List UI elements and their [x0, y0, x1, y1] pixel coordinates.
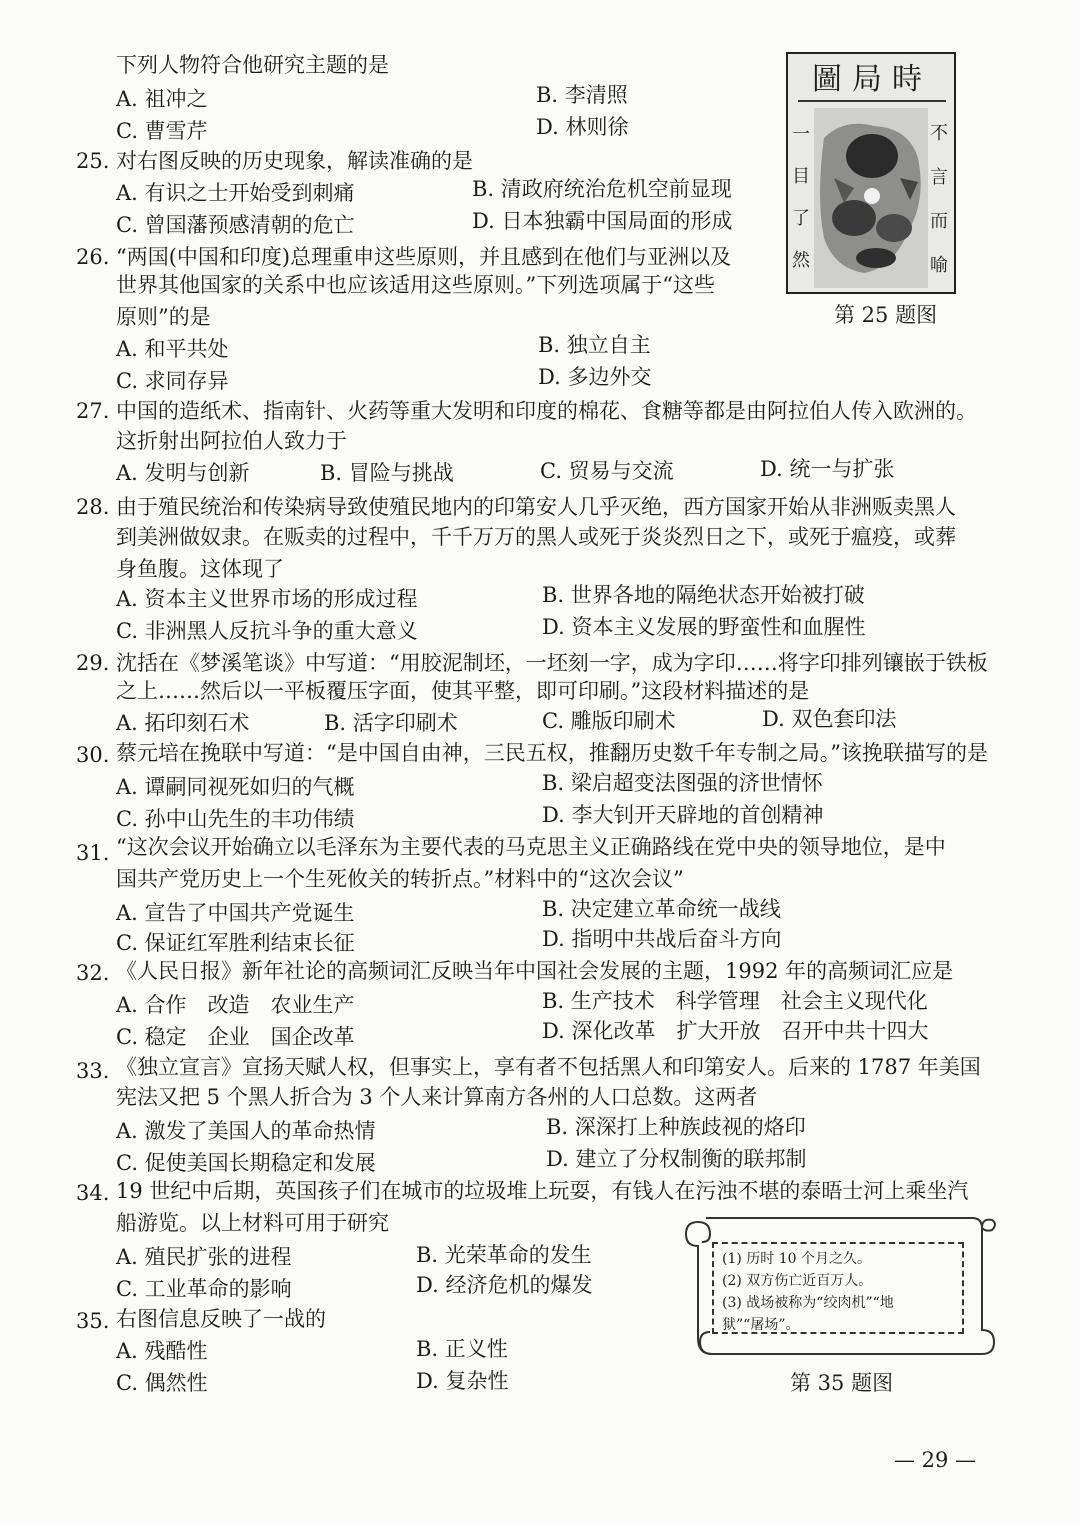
q30-option-b: B. 梁启超变法图强的济世情怀 [542, 771, 823, 795]
q32-option-a: A. 合作 改造 农业生产 [116, 993, 355, 1017]
q26-line-2: 世界其他国家的关系中也应该适用这些原则。”下列选项属于“这些 [116, 273, 715, 297]
figure-25-map-illustration [814, 108, 928, 288]
q33-number: 33. [76, 1059, 110, 1083]
q25-stem: 对右图反映的历史现象，解读准确的是 [116, 149, 473, 173]
figure-25-right-text: 不言而喻 [930, 123, 948, 276]
q30-line-1: 蔡元培在挽联中写道：“是中国自由神，三民五权，推翻历史数千年专制之局。”该挽联描写的是 [116, 741, 988, 765]
q35-line-1: 右图信息反映了一战的 [116, 1307, 326, 1331]
q33-line-1: 《独立宣言》宣扬天赋人权，但事实上，享有者不包括黑人和印第安人。后来的 1787 年美国 [116, 1055, 981, 1079]
figure-35-line-4: 狱”“屠场”。 [722, 1317, 800, 1333]
figure-25-cartoon [786, 52, 956, 294]
q30-option-a: A. 谭嗣同视死如归的气概 [116, 775, 355, 799]
q27-number: 27. [76, 399, 110, 423]
q26-option-a: A. 和平共处 [116, 337, 229, 361]
q25-option-b: B. 清政府统治危机空前显现 [472, 177, 732, 201]
figure-35-caption: 第 35 题图 [790, 1371, 894, 1395]
q32-line-1: 《人民日报》新年社论的高频词汇反映当年中国社会发展的主题，1992 年的高频词汇应是 [116, 959, 954, 983]
q31-option-d: D. 指明中共战后奋斗方向 [542, 927, 782, 951]
figure-25-caption: 第 25 题图 [834, 303, 938, 327]
q35-option-c: C. 偶然性 [116, 1371, 208, 1395]
q33-option-b: B. 深深打上种族歧视的烙印 [546, 1115, 806, 1139]
figure-35-line-3: (3) 战场被称为“绞肉机”“地 [722, 1295, 894, 1311]
q24-stem: 下列人物符合他研究主题的是 [116, 53, 389, 77]
q33-option-a: A. 激发了美国人的革命热情 [116, 1119, 376, 1143]
q34-option-b: B. 光荣革命的发生 [416, 1243, 592, 1267]
q24-option-d: D. 林则徐 [536, 115, 629, 139]
q26-option-d: D. 多边外交 [538, 365, 652, 389]
q31-number: 31. [76, 841, 110, 865]
q24-option-b: B. 李清照 [536, 83, 628, 107]
q35-number: 35. [76, 1309, 110, 1333]
q29-option-c: C. 雕版印刷术 [542, 709, 676, 733]
figure-35-scroll [676, 1208, 1000, 1368]
q26-number: 26. [76, 245, 110, 269]
q34-option-d: D. 经济危机的爆发 [416, 1273, 593, 1297]
q29-line-1: 沈括在《梦溪笔谈》中写道：“用胶泥制坯，一坯刻一字，成为字印……将字印排列镶嵌于铁板 [116, 651, 988, 675]
q31-option-a: A. 宣告了中国共产党诞生 [116, 901, 355, 925]
q31-option-b: B. 决定建立革命统一战线 [542, 897, 781, 921]
q28-line-3: 身鱼腹。这体现了 [116, 557, 284, 581]
q33-option-d: D. 建立了分权制衡的联邦制 [546, 1147, 807, 1171]
q25-option-a: A. 有识之士开始受到刺痛 [116, 181, 355, 205]
q27-option-c: C. 贸易与交流 [540, 459, 674, 483]
q34-number: 34. [76, 1181, 110, 1205]
figure-25-title: 圖局時 [798, 60, 946, 102]
q28-option-a: A. 资本主义世界市场的形成过程 [116, 587, 418, 611]
q33-option-c: C. 促使美国长期稳定和发展 [116, 1151, 376, 1175]
q24-option-a: A. 祖冲之 [116, 87, 208, 111]
q28-option-c: C. 非洲黑人反抗斗争的重大意义 [116, 619, 418, 643]
q29-option-d: D. 双色套印法 [762, 707, 897, 731]
q31-option-c: C. 保证红军胜利结束长征 [116, 931, 355, 955]
q29-option-a: A. 拓印刻石术 [116, 711, 250, 735]
q25-option-c: C. 曾国藩预感清朝的危亡 [116, 213, 355, 237]
q32-option-d: D. 深化改革 扩大开放 召开中共十四大 [542, 1019, 929, 1043]
figure-25-left-text: 一目了然 [792, 124, 810, 271]
q32-number: 32. [76, 961, 110, 985]
q28-number: 28. [76, 495, 110, 519]
q28-option-b: B. 世界各地的隔绝状态开始被打破 [542, 583, 865, 607]
q30-option-c: C. 孙中山先生的丰功伟绩 [116, 807, 355, 831]
q34-option-c: C. 工业革命的影响 [116, 1277, 292, 1301]
q25-option-d: D. 日本独霸中国局面的形成 [472, 209, 733, 233]
q35-option-a: A. 残酷性 [116, 1339, 208, 1363]
q26-line-1: “两国(中国和印度)总理重申这些原则，并且感到在他们与亚洲以及 [116, 245, 732, 269]
q35-option-b: B. 正义性 [416, 1337, 508, 1361]
q27-option-d: D. 统一与扩张 [760, 457, 895, 481]
page-number: — 29 — [894, 1448, 977, 1472]
q34-line-2: 船游览。以上材料可用于研究 [116, 1211, 389, 1235]
q32-option-c: C. 稳定 企业 国企改革 [116, 1025, 355, 1049]
q34-line-1: 19 世纪中后期，英国孩子们在城市的垃圾堆上玩耍，有钱人在污浊不堪的泰晤士河上乘坐汽 [116, 1179, 969, 1203]
q29-option-b: B. 活字印刷术 [324, 711, 458, 735]
q30-option-d: D. 李大钊开天辟地的首创精神 [542, 803, 824, 827]
q31-line-1: “这次会议开始确立以毛泽东为主要代表的马克思主义正确路线在党中央的领导地位，是中 [116, 835, 946, 859]
q26-option-c: C. 求同存异 [116, 369, 229, 393]
q29-number: 29. [76, 651, 110, 675]
q27-option-a: A. 发明与创新 [116, 461, 250, 485]
q28-line-2: 到美洲做奴隶。在贩卖的过程中，千千万万的黑人或死于炎炎烈日之下，或死于瘟疫，或葬 [116, 525, 956, 549]
q27-option-b: B. 冒险与挑战 [320, 461, 454, 485]
q28-line-1: 由于殖民统治和传染病导致使殖民地内的印第安人几乎灭绝，西方国家开始从非洲贩卖黑人 [116, 495, 956, 519]
figure-35-text-box [712, 1242, 964, 1334]
figure-35-line-2: (2) 双方伤亡近百万人。 [722, 1273, 873, 1289]
figure-35-line-1: (1) 历时 10 个月之久。 [722, 1251, 871, 1267]
q31-line-2: 国共产党历史上一个生死攸关的转折点。”材料中的“这次会议” [116, 867, 684, 891]
q27-line-1: 中国的造纸术、指南针、火药等重大发明和印度的棉花、食糖等都是由阿拉伯人传入欧洲的。 [116, 399, 977, 423]
q35-option-d: D. 复杂性 [416, 1369, 509, 1393]
q34-option-a: A. 殖民扩张的进程 [116, 1245, 292, 1269]
q24-option-c: C. 曹雪芹 [116, 119, 208, 143]
q30-number: 30. [76, 743, 110, 767]
q27-line-2: 这折射出阿拉伯人致力于 [116, 429, 347, 453]
q33-line-2: 宪法又把 5 个黑人折合为 3 个人来计算南方各州的人口总数。这两者 [116, 1085, 758, 1109]
q25-number: 25. [76, 149, 110, 173]
q32-option-b: B. 生产技术 科学管理 社会主义现代化 [542, 989, 928, 1013]
q26-option-b: B. 独立自主 [538, 333, 651, 357]
q26-line-3: 原则”的是 [116, 305, 211, 329]
q28-option-d: D. 资本主义发展的野蛮性和血腥性 [542, 615, 866, 639]
q29-line-2: 之上……然后以一平板覆压字面，使其平整，即可印刷。”这段材料描述的是 [116, 679, 810, 703]
